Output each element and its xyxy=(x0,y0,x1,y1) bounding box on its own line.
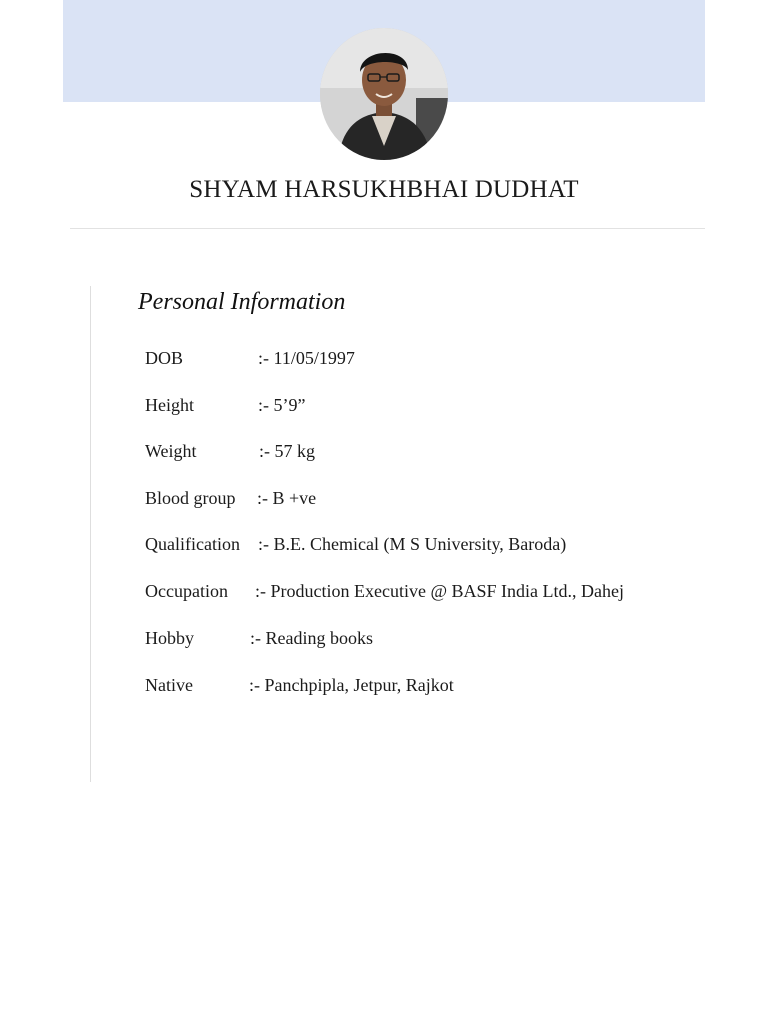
info-label: Qualification xyxy=(145,534,240,554)
info-value: :- Panchpipla, Jetpur, Rajkot xyxy=(249,675,454,695)
info-label: Blood group xyxy=(145,488,236,508)
info-label: Native xyxy=(145,675,193,695)
profile-photo xyxy=(320,28,448,160)
info-value: :- B.E. Chemical (M S University, Baroda) xyxy=(258,534,567,554)
info-label: Hobby xyxy=(145,628,194,648)
header-divider xyxy=(70,228,705,229)
section-side-rule xyxy=(90,286,91,782)
info-label: DOB xyxy=(145,348,184,368)
person-name: SHYAM HARSUKHBHAI DUDHAT xyxy=(189,176,579,203)
info-label: Weight xyxy=(145,441,197,461)
info-label: Occupation xyxy=(145,581,228,601)
avatar xyxy=(320,28,448,160)
info-label: Height xyxy=(145,395,194,415)
info-value: :- 57 kg xyxy=(259,441,315,461)
info-value: :- 11/05/1997 xyxy=(258,348,355,368)
info-value: :- 5’9” xyxy=(258,395,306,415)
info-value: :- B +ve xyxy=(257,488,317,508)
info-value: :- Production Executive @ BASF India Ltd., Dahej xyxy=(255,581,625,601)
section-heading: Personal Information xyxy=(138,289,346,315)
info-value: :- Reading books xyxy=(250,628,373,648)
